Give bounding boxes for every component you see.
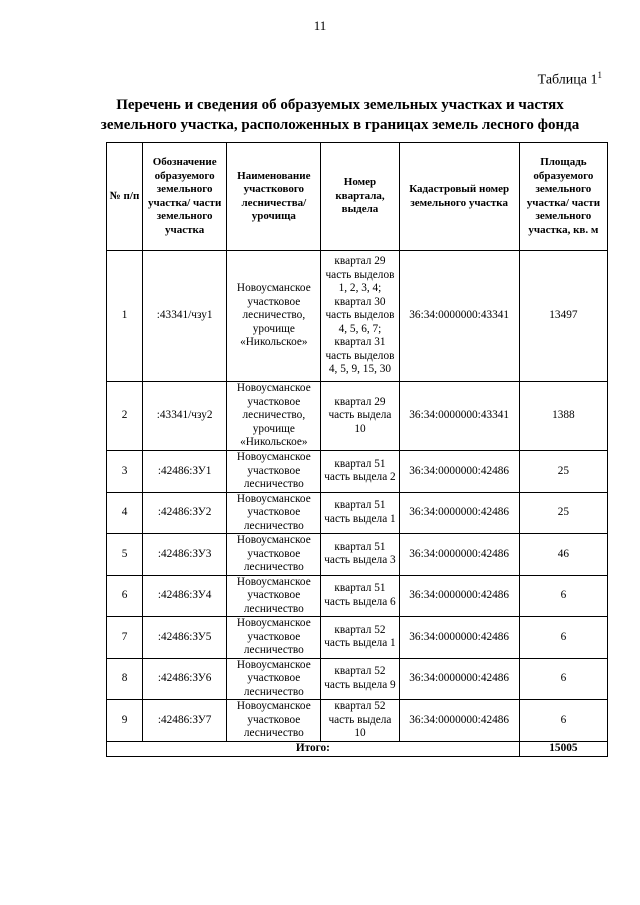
table-row	[107, 492, 608, 534]
total-row	[107, 741, 608, 756]
cell-cadastral: 36:34:0000000:42486	[399, 492, 519, 534]
cell-number: 9	[107, 700, 143, 742]
cell-designation: :43341/чзу2	[143, 382, 227, 451]
cell-area: 13497	[519, 251, 607, 382]
land-plots-table	[106, 142, 608, 757]
cell-area: 25	[519, 492, 607, 534]
table-label: Таблица 1	[537, 72, 598, 88]
header-cell-forestry: Наименование участкового лесничества/ урочища	[227, 143, 321, 251]
cell-number: 3	[107, 451, 143, 493]
header-cell-area: Площадь образуемого земельного участка/ части земельного участка, кв. м	[519, 143, 607, 251]
table-row	[107, 451, 608, 493]
total-value: 15005	[519, 741, 607, 756]
cell-number: 6	[107, 575, 143, 617]
cell-quarter: квартал 51 часть выдела 6	[321, 575, 399, 617]
cell-quarter: квартал 51 часть выдела 2	[321, 451, 399, 493]
cell-area: 6	[519, 617, 607, 659]
cell-number: 7	[107, 617, 143, 659]
cell-designation: :42486:ЗУ6	[143, 658, 227, 700]
cell-number: 8	[107, 658, 143, 700]
cell-forestry: Новоусманское участковое лесничество, урочище «Никольское»	[227, 251, 321, 382]
cell-designation: :43341/чзу1	[143, 251, 227, 382]
cell-quarter: квартал 51 часть выдела 3	[321, 534, 399, 576]
cell-designation: :42486:ЗУ7	[143, 700, 227, 742]
table-row	[107, 534, 608, 576]
cell-cadastral: 36:34:0000000:43341	[399, 251, 519, 382]
table-row	[107, 382, 608, 451]
table-row	[107, 700, 608, 742]
table-row	[107, 658, 608, 700]
cell-quarter: квартал 51 часть выдела 1	[321, 492, 399, 534]
table-footnote-mark: 1	[597, 70, 602, 80]
cell-designation: :42486:ЗУ1	[143, 451, 227, 493]
cell-forestry: Новоусманское участковое лесничество	[227, 534, 321, 576]
cell-cadastral: 36:34:0000000:42486	[399, 575, 519, 617]
cell-forestry: Новоусманское участковое лесничество	[227, 451, 321, 493]
header-cell-cadastral: Кадастровый номер земельного участка	[399, 143, 519, 251]
page-number: 11	[313, 18, 327, 33]
cell-designation: :42486:ЗУ4	[143, 575, 227, 617]
cell-designation: :42486:ЗУ5	[143, 617, 227, 659]
cell-quarter: квартал 52 часть выдела 1	[321, 617, 399, 659]
cell-cadastral: 36:34:0000000:43341	[399, 382, 519, 451]
cell-forestry: Новоусманское участковое лесничество	[227, 575, 321, 617]
table-reference	[538, 70, 602, 89]
cell-cadastral: 36:34:0000000:42486	[399, 451, 519, 493]
cell-forestry: Новоусманское участковое лесничество, урочище «Никольское»	[227, 382, 321, 451]
table-row	[107, 575, 608, 617]
cell-area: 1388	[519, 382, 607, 451]
cell-forestry: Новоусманское участковое лесничество	[227, 700, 321, 742]
cell-forestry: Новоусманское участковое лесничество	[227, 617, 321, 659]
cell-cadastral: 36:34:0000000:42486	[399, 658, 519, 700]
cell-area: 46	[519, 534, 607, 576]
cell-number: 4	[107, 492, 143, 534]
cell-quarter: квартал 52 часть выдела 10	[321, 700, 399, 742]
cell-area: 6	[519, 700, 607, 742]
table-row	[107, 251, 608, 382]
cell-area: 6	[519, 658, 607, 700]
total-label: Итого:	[107, 741, 520, 756]
cell-designation: :42486:ЗУ3	[143, 534, 227, 576]
cell-quarter: квартал 52 часть выдела 9	[321, 658, 399, 700]
cell-area: 25	[519, 451, 607, 493]
cell-forestry: Новоусманское участковое лесничество	[227, 492, 321, 534]
cell-number: 2	[107, 382, 143, 451]
cell-cadastral: 36:34:0000000:42486	[399, 534, 519, 576]
header-cell-designation: Обозначение образуемого земельного участка/ части земельного участка	[143, 143, 227, 251]
cell-quarter: квартал 29 часть выделов 1, 2, 3, 4; квартал 30 часть выделов 4, 5, 6, 7; квартал 31 часть выделов 4, 5, 9, 15, 30	[321, 251, 399, 382]
cell-cadastral: 36:34:0000000:42486	[399, 700, 519, 742]
cell-area: 6	[519, 575, 607, 617]
cell-cadastral: 36:34:0000000:42486	[399, 617, 519, 659]
cell-quarter: квартал 29 часть выдела 10	[321, 382, 399, 451]
cell-designation: :42486:ЗУ2	[143, 492, 227, 534]
table-row	[107, 617, 608, 659]
cell-number: 5	[107, 534, 143, 576]
header-cell-number: № п/п	[107, 143, 143, 251]
table-title: Перечень и сведения об образуемых земельных участках и частях земельного участка, расположенных в границах земель лесного фонда	[100, 97, 580, 133]
cell-forestry: Новоусманское участковое лесничество	[227, 658, 321, 700]
header-cell-quarter: Номер квартала, выдела	[321, 143, 399, 251]
cell-number: 1	[107, 251, 143, 382]
header-row	[107, 143, 608, 251]
